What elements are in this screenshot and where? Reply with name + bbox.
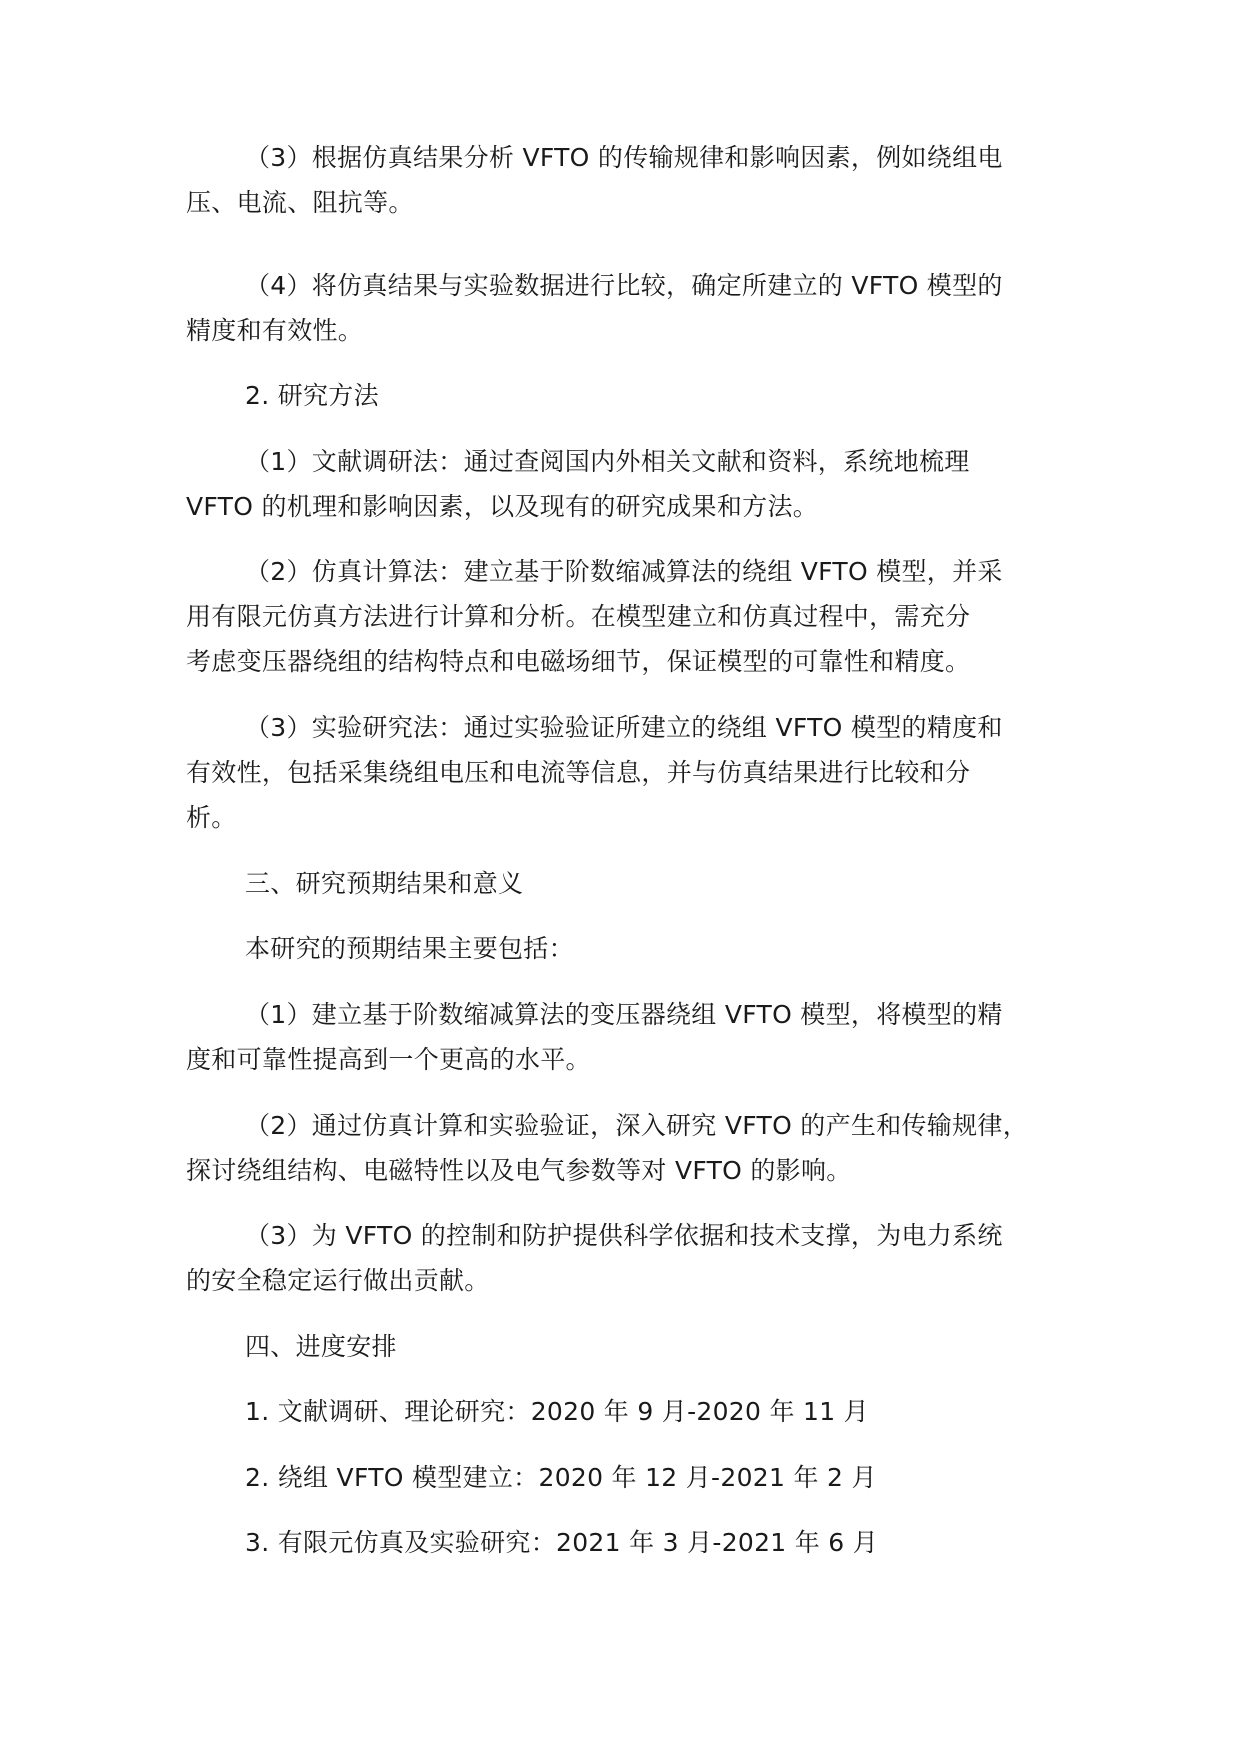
paragraph-4-compare-line-2: 精度和有效性。 bbox=[186, 316, 364, 345]
schedule-item-1: 1. 文献调研、理论研究：2020 年 9 月-2020 年 11 月 bbox=[245, 1397, 869, 1426]
method-1-line-1: （1）文献调研法：通过查阅国内外相关文献和资料，系统地梳理 bbox=[245, 447, 970, 476]
method-3-line-1: （3）实验研究法：通过实验验证所建立的绕组 VFTO 模型的精度和 bbox=[245, 713, 1003, 742]
result-2-line-2: 探讨绕组结构、电磁特性以及电气参数等对 VFTO 的影响。 bbox=[186, 1156, 852, 1185]
method-2-line-1: （2）仿真计算法：建立基于阶数缩减算法的绕组 VFTO 模型，并采 bbox=[245, 557, 1003, 586]
paragraph-4-compare-line-1: （4）将仿真结果与实验数据进行比较，确定所建立的 VFTO 模型的 bbox=[245, 271, 1003, 300]
schedule-item-2: 2. 绕组 VFTO 模型建立：2020 年 12 月-2021 年 2 月 bbox=[245, 1463, 877, 1492]
expected-results-intro: 本研究的预期结果主要包括： bbox=[245, 934, 574, 963]
schedule-item-3: 3. 有限元仿真及实验研究：2021 年 3 月-2021 年 6 月 bbox=[245, 1528, 879, 1557]
method-2-line-2: 用有限元仿真方法进行计算和分析。在模型建立和仿真过程中，需充分 bbox=[186, 602, 971, 631]
paragraph-3-analysis-line-2: 压、电流、阻抗等。 bbox=[186, 188, 414, 217]
result-3-line-1: （3）为 VFTO 的控制和防护提供科学依据和技术支撑，为电力系统 bbox=[245, 1221, 1003, 1250]
result-2-line-1: （2）通过仿真计算和实验验证，深入研究 VFTO 的产生和传输规律， bbox=[245, 1111, 1028, 1140]
heading-research-methods: 2. 研究方法 bbox=[245, 381, 379, 410]
result-1-line-2: 度和可靠性提高到一个更高的水平。 bbox=[186, 1045, 591, 1074]
result-1-line-1: （1）建立基于阶数缩减算法的变压器绕组 VFTO 模型，将模型的精 bbox=[245, 1000, 1003, 1029]
method-1-line-2: VFTO 的机理和影响因素，以及现有的研究成果和方法。 bbox=[186, 492, 819, 521]
result-3-line-2: 的安全稳定运行做出贡献。 bbox=[186, 1266, 490, 1295]
heading-schedule: 四、进度安排 bbox=[245, 1332, 397, 1361]
heading-expected-results: 三、研究预期结果和意义 bbox=[245, 869, 524, 898]
method-3-line-2: 有效性，包括采集绕组电压和电流等信息，并与仿真结果进行比较和分 bbox=[186, 758, 971, 787]
paragraph-3-analysis-line-1: （3）根据仿真结果分析 VFTO 的传输规律和影响因素，例如绕组电 bbox=[245, 143, 1003, 172]
method-2-line-3: 考虑变压器绕组的结构特点和电磁场细节，保证模型的可靠性和精度。 bbox=[186, 647, 971, 676]
method-3-line-3: 析。 bbox=[186, 803, 237, 832]
